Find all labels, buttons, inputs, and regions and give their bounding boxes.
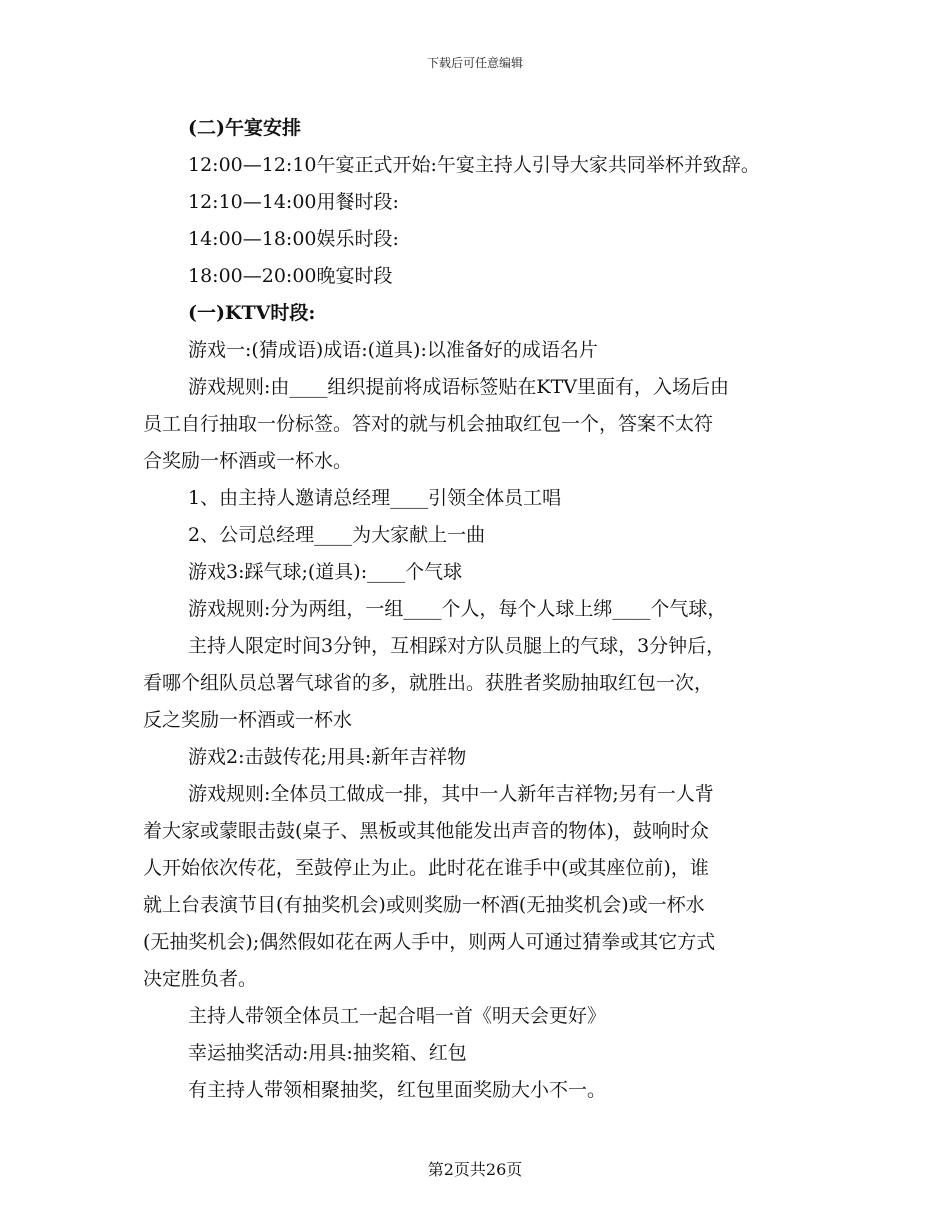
paragraph-line: (无抽奖机会);偶然假如花在两人手中，则两人可通过猜拳或其它方式 [143,931,716,953]
paragraph-line: 有主持人带领相聚抽奖，红包里面奖励大小不一。 [188,1079,607,1101]
schedule-line: 12:00—12:10午宴正式开始:午宴主持人引导大家共同举杯并致辞。 [188,154,760,176]
paragraph-line: 合奖励一杯酒或一杯水。 [143,450,353,472]
schedule-line: 14:00—18:00娱乐时段: [188,228,399,250]
paragraph-line: 着大家或蒙眼击鼓(桌子、黑板或其他能发出声音的物体)，鼓响时众 [143,820,709,842]
paragraph-line: 主持人带领全体员工一起合唱一首《明天会更好》 [188,1005,607,1027]
paragraph-line: 反之奖励一杯酒或一杯水 [143,709,353,731]
page-number: 第2页共26页 [427,1160,523,1179]
page-header: 下载后可任意编辑 [426,56,523,70]
paragraph-line: 幸运抽奖活动:用具:抽奖箱、红包 [188,1042,467,1064]
paragraph-line: 游戏3:踩气球;(道具):____个气球 [188,561,463,583]
paragraph-line: 看哪个组队员总署气球省的多，就胜出。获胜者奖励抽取红包一次， [143,672,714,694]
paragraph-line: 游戏规则:全体员工做成一排，其中一人新年吉祥物;另有一人背 [188,783,714,805]
schedule-line: 12:10—14:00用餐时段: [188,191,399,213]
list-item: 2、公司总经理____为大家献上一曲 [188,524,486,546]
paragraph-line: 主持人限定时间3分钟，互相踩对方队员腿上的气球，3分钟后， [188,635,726,657]
paragraph-line: 游戏2:击鼓传花;用具:新年吉祥物 [188,746,467,768]
schedule-line: 18:00—20:00晚宴时段 [188,265,393,287]
paragraph-line: 决定胜负者。 [143,968,258,990]
paragraph-line: 就上台表演节目(有抽奖机会)或则奖励一杯酒(无抽奖机会)或一杯水 [143,894,705,916]
paragraph-line: 游戏规则:由____组织提前将成语标签贴在KTV里面有，入场后由 [188,376,729,398]
list-item: 1、由主持人邀请总经理____引领全体员工唱 [188,487,562,509]
paragraph-line: 游戏一:(猜成语)成语:(道具):以准备好的成语名片 [188,339,598,361]
section-heading-ktv: (一)KTV时段: [188,302,316,324]
paragraph-line: 员工自行抽取一份标签。答对的就与机会抽取红包一个，答案不太符 [143,413,714,435]
paragraph-line: 人开始依次传花，至鼓停止为止。此时花在谁手中(或其座位前)，谁 [143,857,709,879]
paragraph-line: 游戏规则:分为两组，一组____个人，每个人球上绑____个气球， [188,598,727,620]
section-heading-lunch: (二)午宴安排 [188,117,301,139]
